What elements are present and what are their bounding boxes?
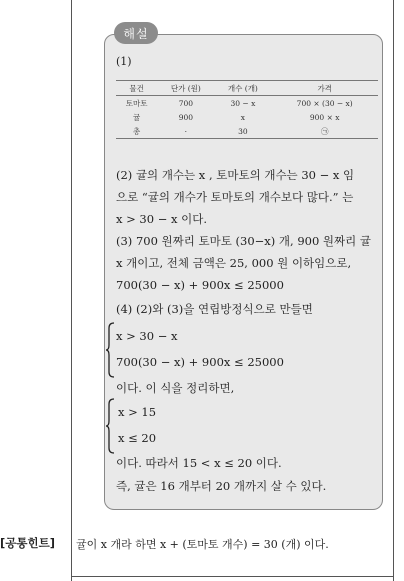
- table-cell: ㉠: [320, 126, 329, 136]
- part3-line: 700(30 − x) + 900x ≤ 25000: [116, 278, 284, 292]
- part2-line: x > 30 − x 이다.: [116, 212, 208, 226]
- table-header-row: [116, 81, 378, 96]
- table-cell: 30 − x: [230, 98, 256, 108]
- system-brace: [105, 398, 115, 454]
- table-cell: 토마토: [125, 98, 148, 108]
- table-row: [116, 96, 378, 111]
- system1-equation: 700(30 − x) + 900x ≤ 25000: [116, 355, 284, 369]
- table-cell: 700 × (30 − x): [296, 98, 353, 108]
- table-header: 물건: [129, 83, 144, 93]
- part1-number: (1): [116, 55, 132, 68]
- system2-equation: x > 15: [118, 405, 157, 419]
- table-cell: ·: [184, 126, 188, 136]
- frame-line-bottom: [71, 576, 394, 577]
- table-cell: 총: [133, 126, 141, 136]
- system1-equation: x > 30 − x: [116, 329, 178, 343]
- table-cell: 900 × x: [309, 112, 340, 122]
- part4-line: 이다. 이 식을 정리하면,: [116, 381, 235, 395]
- system2-equation: x ≤ 20: [118, 431, 157, 445]
- table-cell: 900: [178, 112, 194, 122]
- part4-line: 즉, 귤은 16 개부터 20 개까지 살 수 있다.: [116, 479, 327, 493]
- part2-line: 으로 “귤의 개수가 토마토의 개수보다 많다.” 는: [116, 190, 354, 204]
- table-cell: 700: [178, 98, 194, 108]
- solution-badge: 해설: [114, 22, 158, 44]
- table-cell: 30: [238, 126, 248, 136]
- table-header: 개수 (개): [227, 83, 258, 93]
- table-cell: 귤: [133, 112, 141, 122]
- part2-line: (2) 귤의 개수는 x , 토마토의 개수는 30 − x 임: [116, 168, 355, 182]
- table-row: [116, 124, 378, 139]
- table-header: 단가 (원): [170, 83, 201, 93]
- part3-line: (3) 700 원짜리 토마토 (30−x) 개, 900 원짜리 귤: [116, 234, 372, 248]
- frame-line-left: [71, 0, 72, 581]
- part4-line: 이다. 따라서 15 < x ≤ 20 이다.: [116, 456, 282, 470]
- hint-text: 귤이 x 개라 하면 x + (토마토 개수) = 30 (개) 이다.: [76, 538, 329, 551]
- table-header: 가격: [317, 83, 332, 93]
- table-row: [116, 110, 378, 124]
- part4-line: (4) (2)와 (3)을 연립방정식으로 만들면: [116, 302, 313, 316]
- table-cell: x: [240, 112, 245, 122]
- solution-table: [116, 80, 378, 139]
- hint-label: [공통힌트]: [0, 536, 55, 550]
- system-brace: [105, 322, 115, 378]
- frame-line-right: [393, 0, 394, 581]
- part3-line: x 개이고, 전체 금액은 25, 000 원 이하임으로,: [116, 256, 352, 270]
